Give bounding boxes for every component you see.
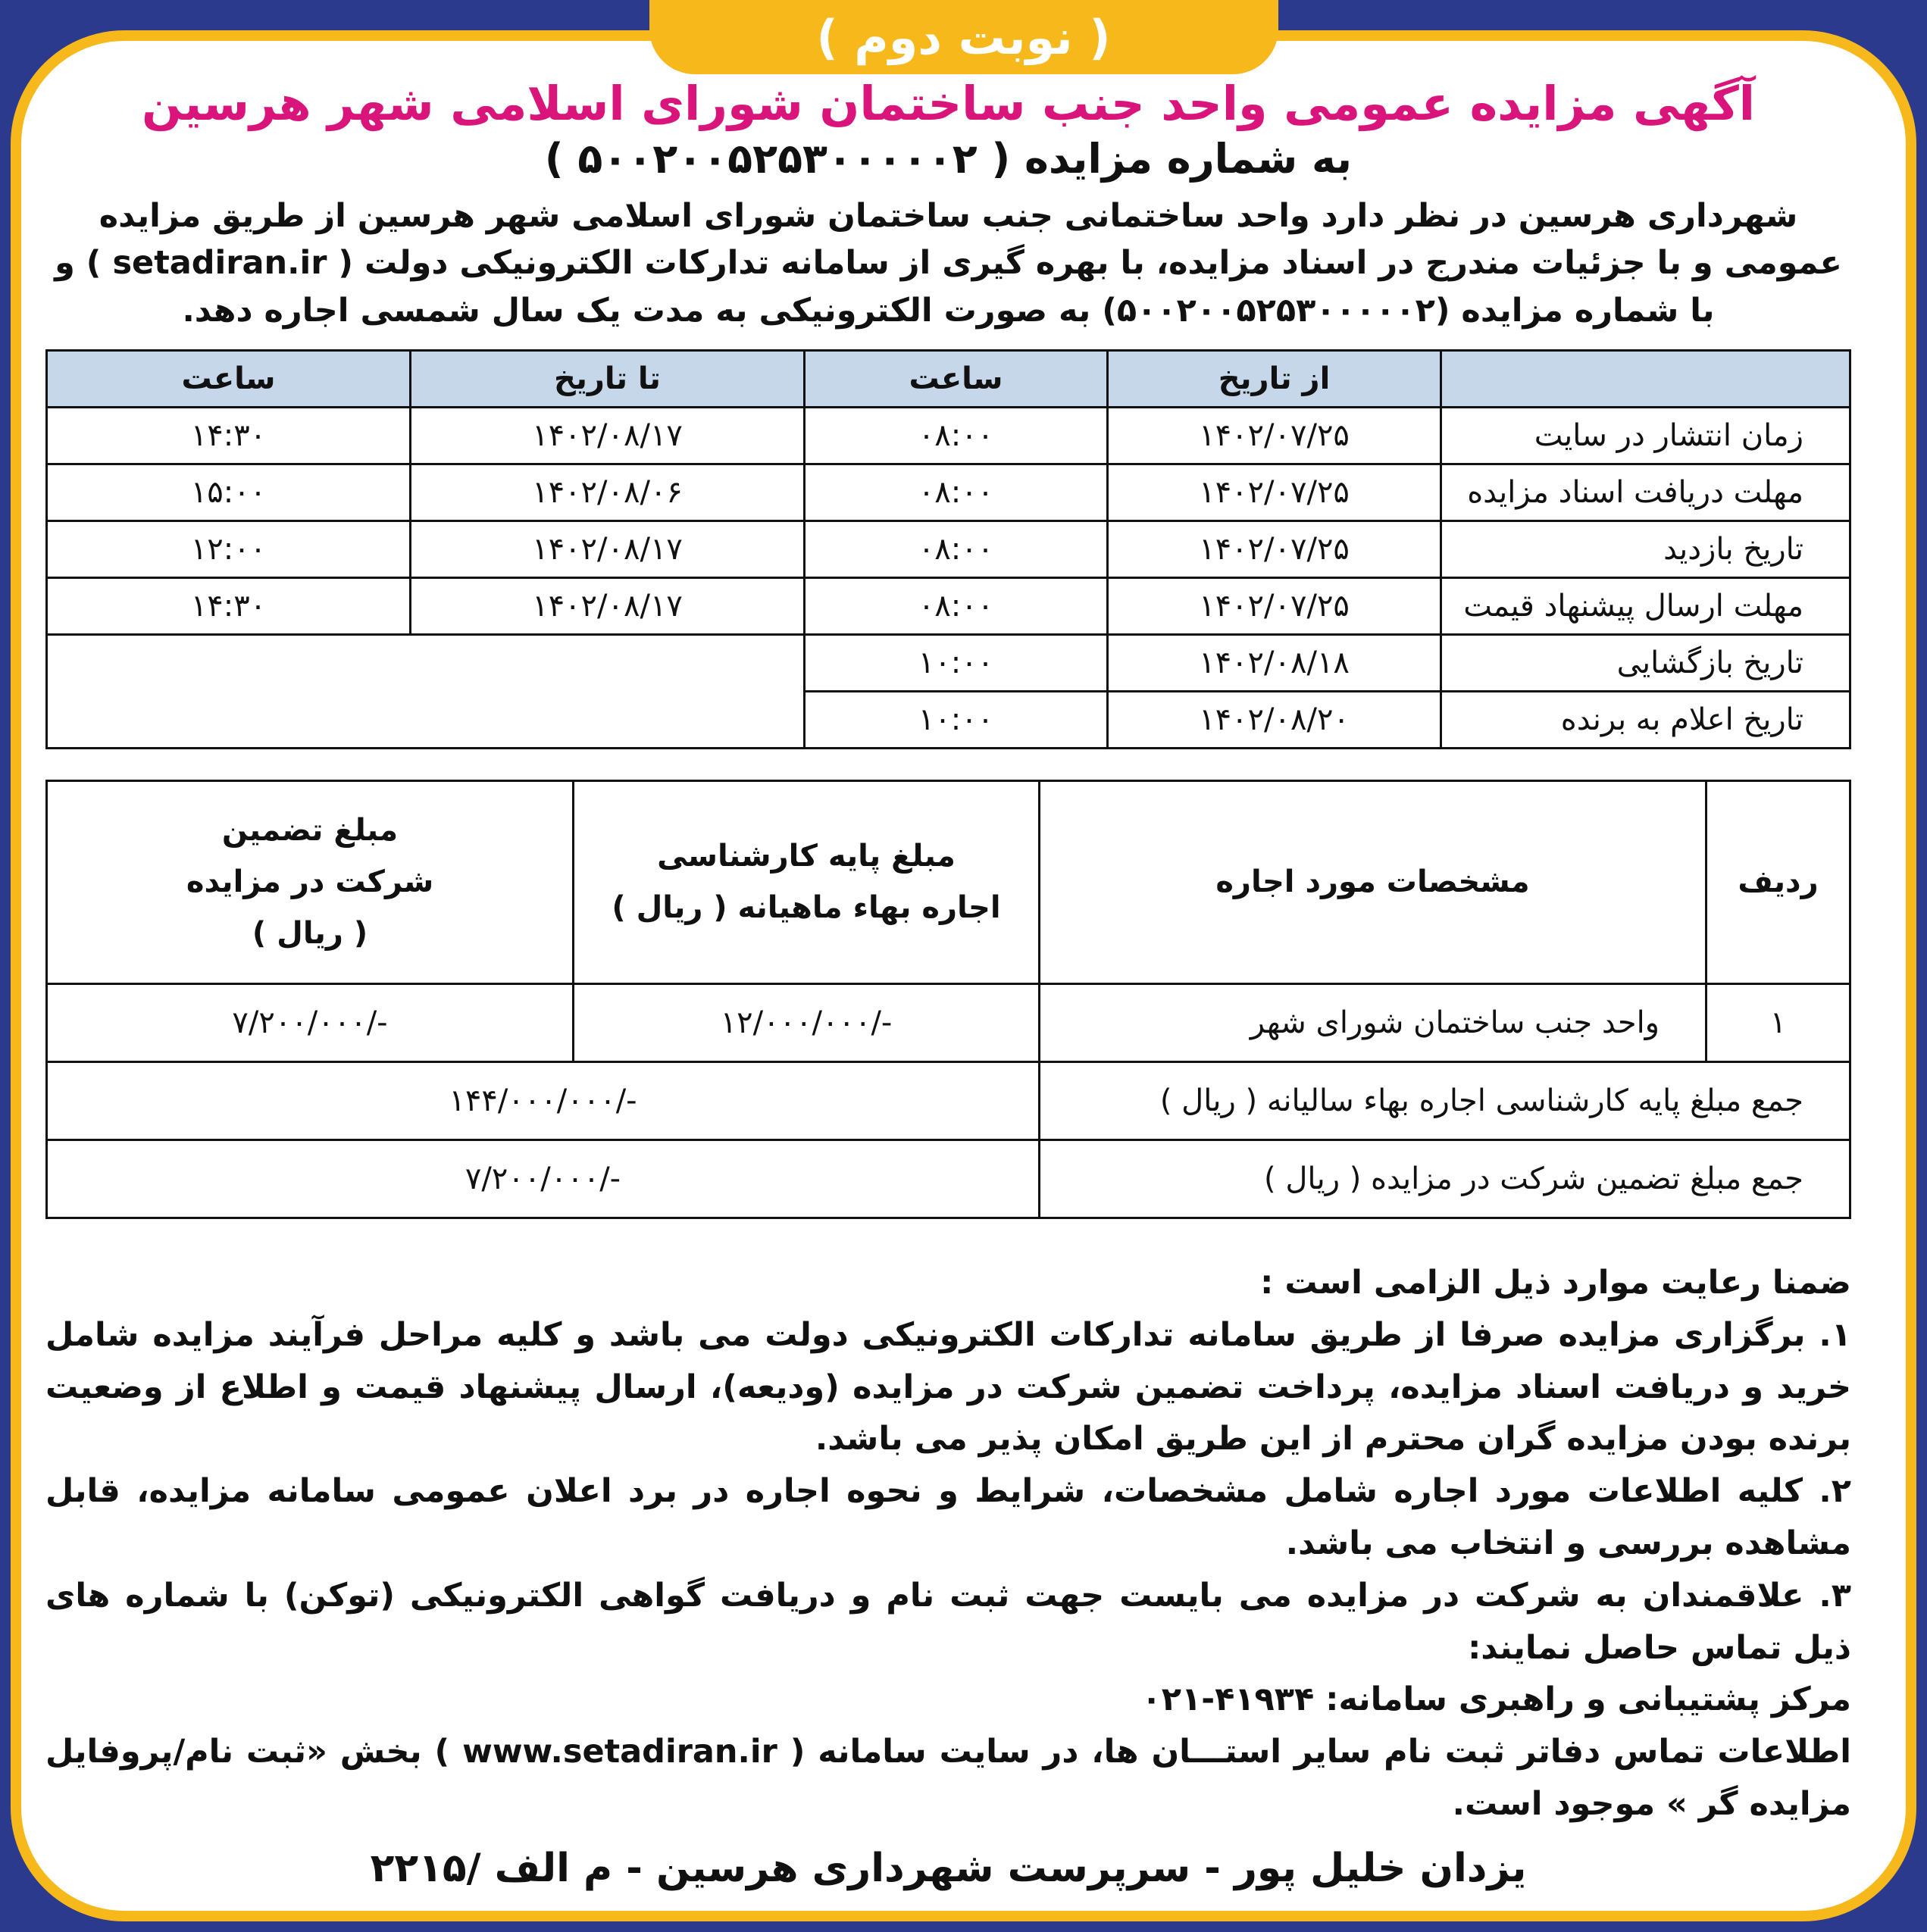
schedule-header-from-time: ساعت: [805, 350, 1108, 407]
schedule-from-time: ۱۰:۰۰: [805, 634, 1108, 691]
schedule-header-to-time: ساعت: [47, 350, 411, 407]
schedule-empty-cell: [47, 634, 805, 748]
signature: یزدان خلیل پور - سرپرست شهرداری هرسین - م الف /۲۲۱۵: [370, 1845, 1527, 1891]
schedule-from-date: ۱۴۰۲/۰۷/۲۵: [1108, 577, 1441, 634]
schedule-header-label: [1441, 350, 1850, 407]
note-item: ۳. علاقمندان به شرکت در مزایده می بایست جهت ثبت نام و دریافت گواهی الکترونیکی (توکن) با شماره های ذیل تماس حاصل نمایند:: [45, 1576, 1851, 1667]
schedule-row: [47, 577, 1850, 634]
notes-heading: ضمنا رعایت موارد ذیل الزامی است :: [1260, 1263, 1851, 1302]
items-row-base: -/۱۲/۰۰۰/۰۰۰: [574, 983, 1040, 1061]
items-row-num: ۱: [1706, 983, 1850, 1061]
items-header-row-num: ردیف: [1706, 780, 1850, 983]
schedule-to-date: ۱۴۰۲/۰۸/۱۷: [411, 577, 805, 634]
schedule-from-time: ۰۸:۰۰: [805, 521, 1108, 577]
schedule-label: مهلت دریافت اسناد مزایده: [1441, 464, 1850, 521]
items-row-guarantee: -/۷/۲۰۰/۰۰۰: [47, 983, 574, 1061]
schedule-from-time: ۰۸:۰۰: [805, 577, 1108, 634]
items-total-row: [47, 1140, 1850, 1218]
schedule-label: مهلت ارسال پیشنهاد قیمت: [1441, 577, 1850, 634]
schedule-label: زمان انتشار در سایت: [1441, 407, 1850, 464]
items-header-base-line1: مبلغ پایه کارشناسی: [657, 839, 956, 874]
note-item: ۲. کلیه اطلاعات مورد اجاره شامل مشخصات، شرایط و نحوه اجاره در برد اعلان عمومی سامانه مزایده، قابل مشاهده بررسی و انتخاب می باشد.: [45, 1472, 1851, 1562]
items-table: [45, 780, 1851, 1219]
schedule-to-date: ۱۴۰۲/۰۸/۱۷: [411, 407, 805, 464]
items-row-spec: واحد جنب ساختمان شورای شهر: [1040, 983, 1706, 1061]
schedule-row: [47, 634, 1850, 691]
schedule-to-date: ۱۴۰۲/۰۸/۰۶: [411, 464, 805, 521]
intro-paragraph: شهرداری هرسین در نظر دارد واحد ساختمانی جنب ساختمان شورای اسلامی شهر هرسین از طریق مزایده عمومی و با جزئیات مندرج در اسناد مزایده، با بهره گیری از سامانه تدارکات الکترونیکی دولت ( setadiran.ir ) و با شماره مزایده (۵۰۰۲۰۰۵۲۵۳۰۰۰۰۰۲) به صورت الکترونیکی به مدت یک سال شمسی اجاره دهد.: [55, 196, 1842, 330]
schedule-row: [47, 521, 1850, 577]
items-header-guarantee-line3: ( ریال ): [252, 916, 368, 952]
edition-label: ( نوبت دوم ): [816, 9, 1111, 65]
total-guarantee-value: -/۷/۲۰۰/۰۰۰: [47, 1140, 1040, 1218]
items-header-guarantee-line2: شرکت در مزایده: [186, 864, 434, 900]
schedule-from-time: ۱۰:۰۰: [805, 691, 1108, 748]
notes-section: [45, 1257, 1851, 1830]
schedule-label: تاریخ بازدید: [1441, 521, 1850, 577]
schedule-from-date: ۱۴۰۲/۰۸/۲۰: [1108, 691, 1441, 748]
notice-content: [45, 76, 1851, 1891]
schedule-header-row: [47, 350, 1850, 407]
support-phone: مرکز پشتیبانی و راهبری سامانه: ۴۱۹۳۴-۰۲۱: [1141, 1680, 1851, 1719]
items-header-spec: مشخصات مورد اجاره: [1040, 780, 1706, 983]
schedule-from-date: ۱۴۰۲/۰۷/۲۵: [1108, 407, 1441, 464]
schedule-to-time: ۱۵:۰۰: [47, 464, 411, 521]
notice-title: آگهی مزایده عمومی واحد جنب ساختمان شورای اسلامی شهر هرسین: [141, 76, 1756, 131]
edition-badge: [649, 0, 1278, 74]
note-item: ۱. برگزاری مزایده صرفا از طریق سامانه تدارکات الکترونیکی دولت می باشد و کلیه مراحل فرآیند مزایده شامل خرید و دریافت اسناد مزایده، پرداخت تضمین شرکت در مزایده (ودیعه)، ارسال پیشنهاد قیمت و اطلاع از وضعیت برنده بودن مزایده گران محترم از این طریق امکان پذیر می باشد.: [45, 1315, 1851, 1458]
auction-number: به شماره مزایده ( ۵۰۰۲۰۰۵۲۵۳۰۰۰۰۰۲ ): [544, 135, 1353, 183]
schedule-from-date: ۱۴۰۲/۰۸/۱۸: [1108, 634, 1441, 691]
schedule-label: تاریخ بازگشایی: [1441, 634, 1850, 691]
items-header-base-line2: اجاره بهاء ماهیانه ( ریال ): [612, 890, 1001, 926]
schedule-row: [47, 407, 1850, 464]
schedule-from-time: ۰۸:۰۰: [805, 464, 1108, 521]
total-base-value: -/۱۴۴/۰۰۰/۰۰۰: [47, 1061, 1040, 1140]
schedule-table: [45, 349, 1851, 749]
contact-info: اطلاعات تماس دفاتر ثبت نام سایر استـــان ها، در سایت سامانه ( www.setadiran.ir ) بخش «ثبت نام/پروفایل مزایده گر » موجود است.: [45, 1733, 1851, 1823]
schedule-row: [47, 464, 1850, 521]
total-guarantee-label: جمع مبلغ تضمین شرکت در مزایده ( ریال ): [1040, 1140, 1850, 1218]
items-header-base: [574, 780, 1040, 983]
schedule-from-time: ۰۸:۰۰: [805, 407, 1108, 464]
schedule-to-time: ۱۲:۰۰: [47, 521, 411, 577]
schedule-label: تاریخ اعلام به برنده: [1441, 691, 1850, 748]
schedule-from-date: ۱۴۰۲/۰۷/۲۵: [1108, 464, 1441, 521]
schedule-to-date: ۱۴۰۲/۰۸/۱۷: [411, 521, 805, 577]
items-row: [47, 983, 1850, 1061]
items-header-guarantee-line1: مبلغ تضمین: [221, 813, 399, 849]
schedule-to-time: ۱۴:۳۰: [47, 577, 411, 634]
schedule-header-from-date: از تاریخ: [1108, 350, 1441, 407]
items-total-row: [47, 1061, 1850, 1140]
schedule-header-to-date: تا تاریخ: [411, 350, 805, 407]
schedule-to-time: ۱۴:۳۰: [47, 407, 411, 464]
schedule-from-date: ۱۴۰۲/۰۷/۲۵: [1108, 521, 1441, 577]
items-header-row: [47, 780, 1850, 983]
total-base-label: جمع مبلغ پایه کارشناسی اجاره بهاء سالیانه ( ریال ): [1040, 1061, 1850, 1140]
items-header-guarantee: [47, 780, 574, 983]
